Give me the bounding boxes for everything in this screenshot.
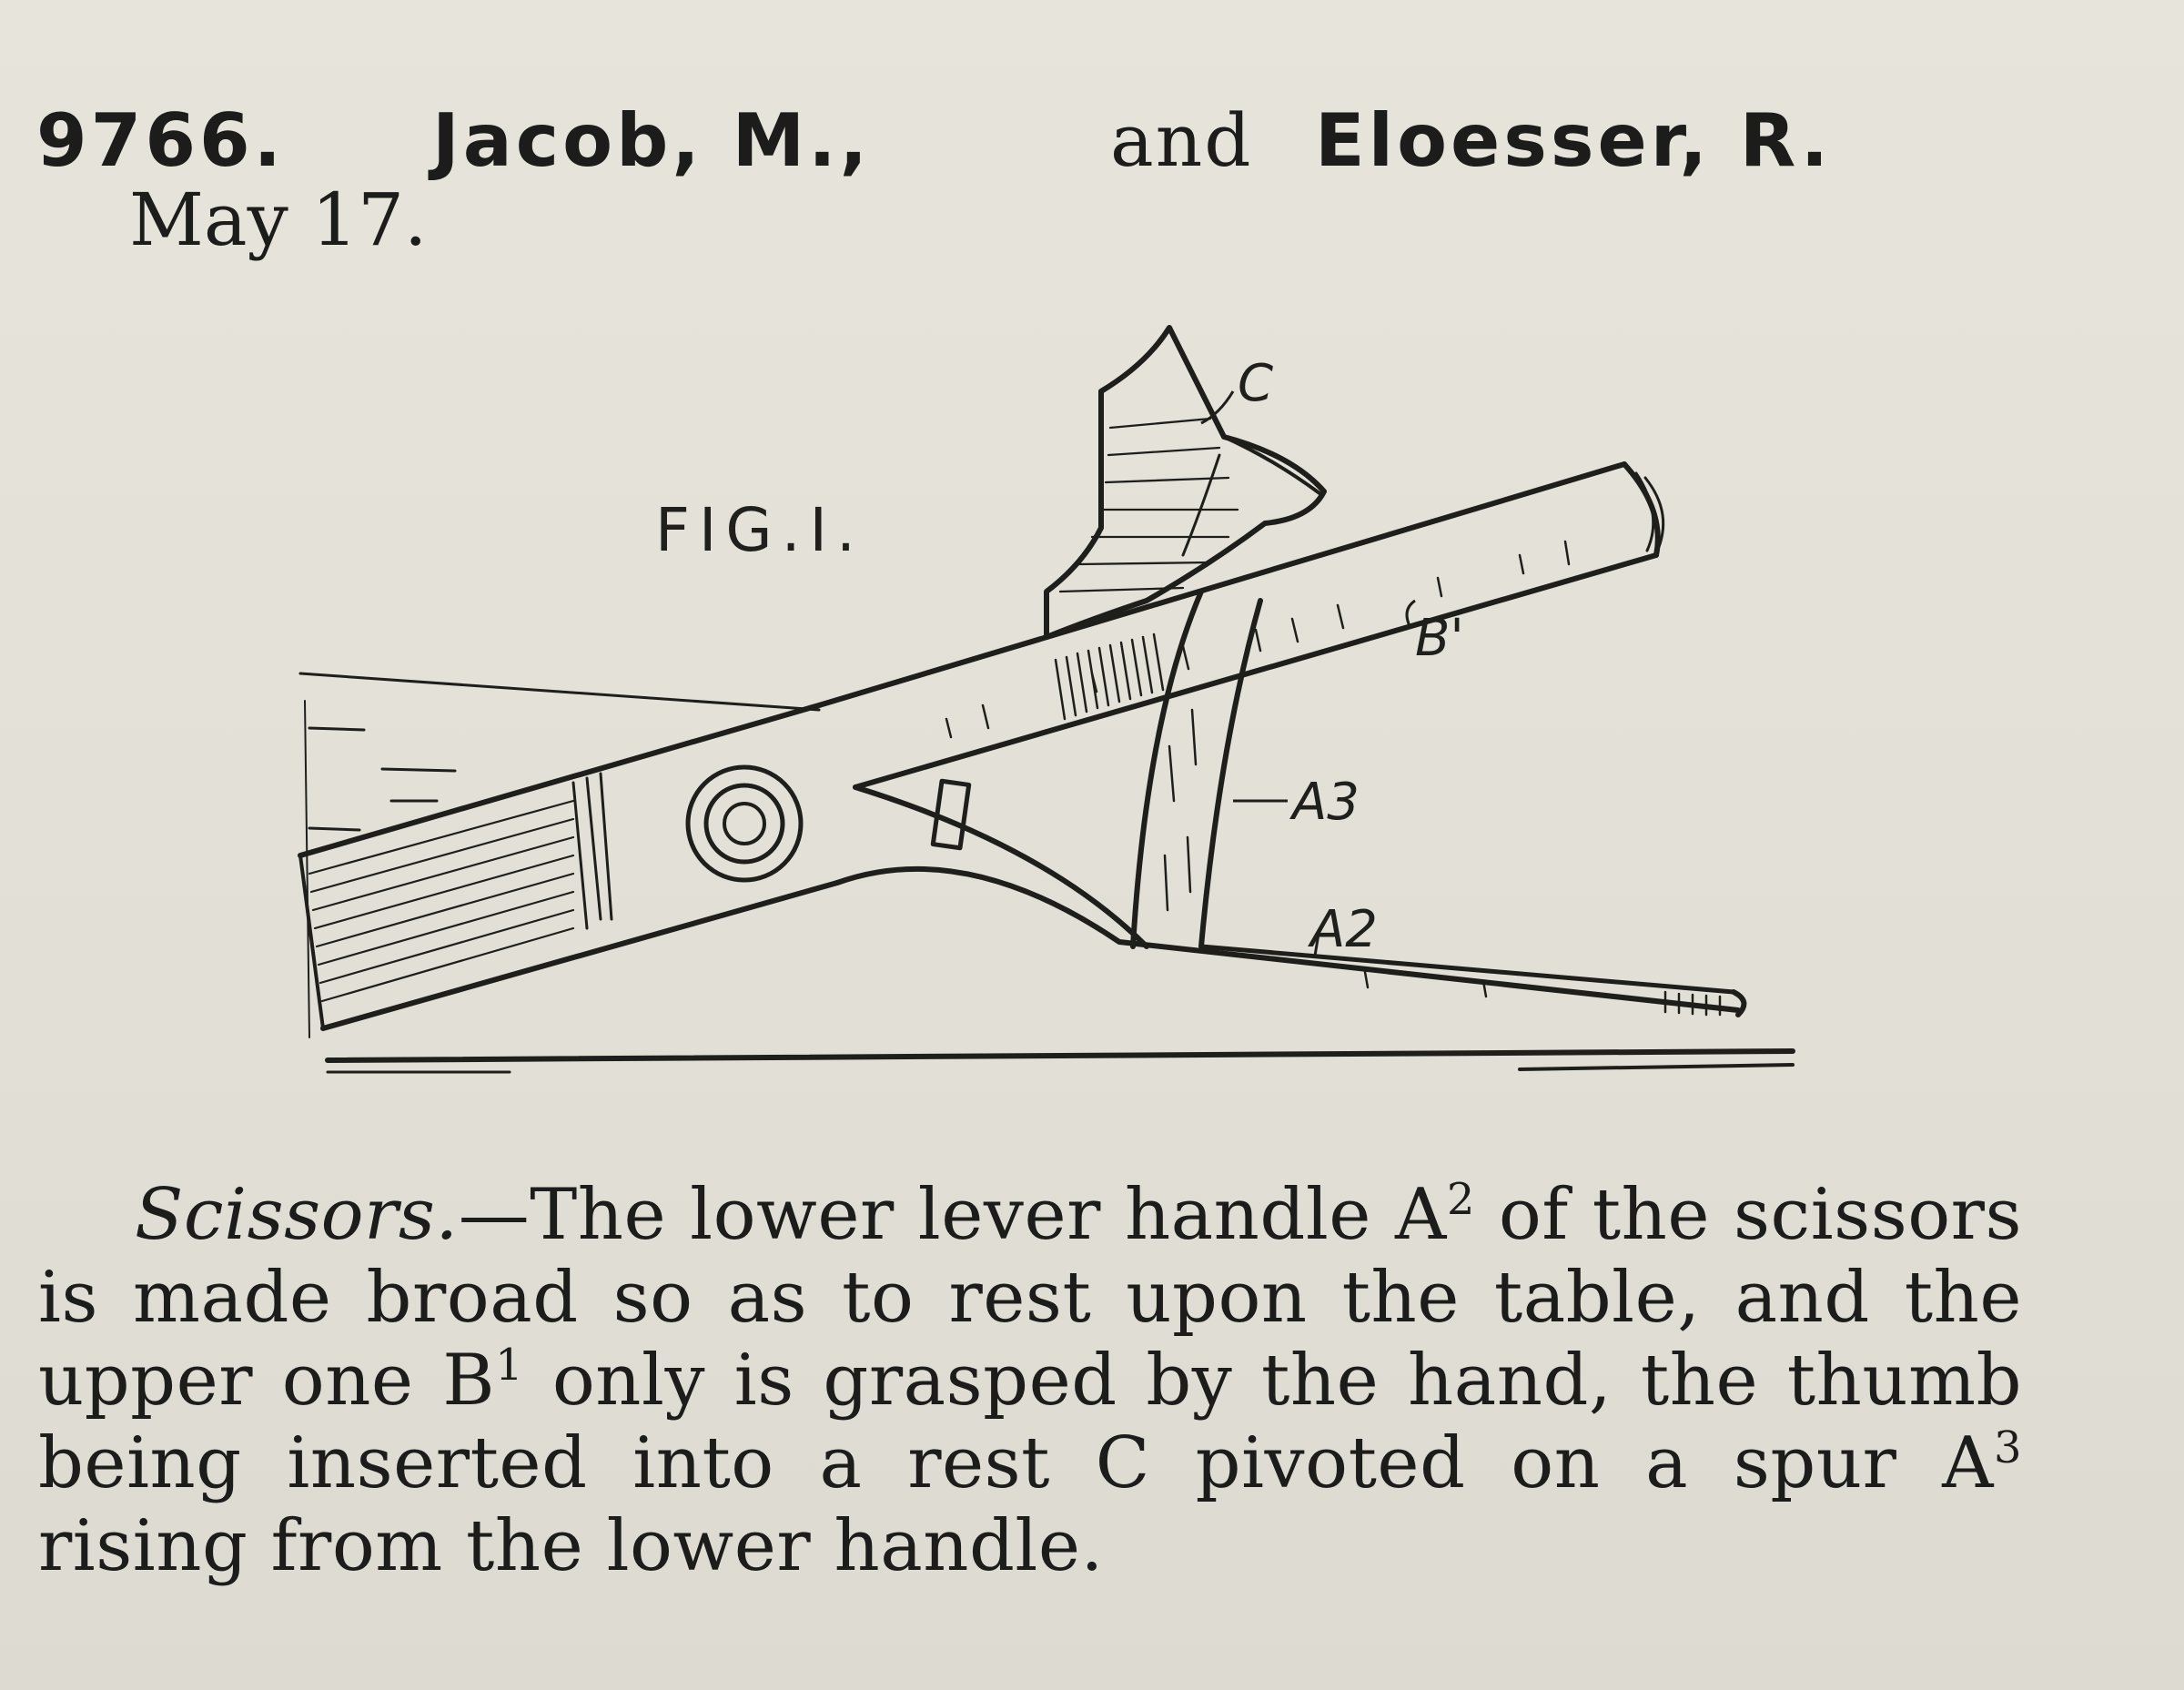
- patent-date: May 17.: [129, 177, 428, 262]
- abstract-segment-1: The lower lever handle A: [530, 1174, 1447, 1256]
- inventor-1: Jacob, M.,: [432, 98, 872, 183]
- abstract-title: Scissors.: [135, 1174, 459, 1256]
- conjunction: and: [1110, 98, 1253, 183]
- superscript-b1: 1: [495, 1340, 524, 1391]
- label-upper-handle: B': [1415, 609, 1464, 668]
- abstract-text: [38, 1174, 2022, 1588]
- superscript-a3: 3: [1993, 1422, 2022, 1473]
- abstract-segment-3: only is grasped by the hand, the thumb being inserted into a rest C pivoted on a spur A: [38, 1340, 2023, 1504]
- label-rest-c: C: [1238, 354, 1274, 413]
- superscript-a2: 2: [1446, 1174, 1475, 1225]
- label-lower-handle: A2: [1310, 900, 1378, 959]
- figure-label: FIG.I.: [655, 495, 864, 565]
- scissors-drawing: [273, 291, 1820, 1147]
- abstract-dash: —: [458, 1174, 531, 1256]
- inventor-2: Eloesser, R.: [1315, 98, 1833, 183]
- label-spur: A3: [1292, 773, 1360, 832]
- patent-number: 9766.: [36, 98, 286, 183]
- patent-figure: [273, 291, 1820, 1147]
- abstract-segment-4: rising from the lower handle.: [38, 1505, 1104, 1587]
- abstract-segment-2: of the scissors is made broad so as to rest upon the table, and the upper one B: [38, 1174, 2022, 1422]
